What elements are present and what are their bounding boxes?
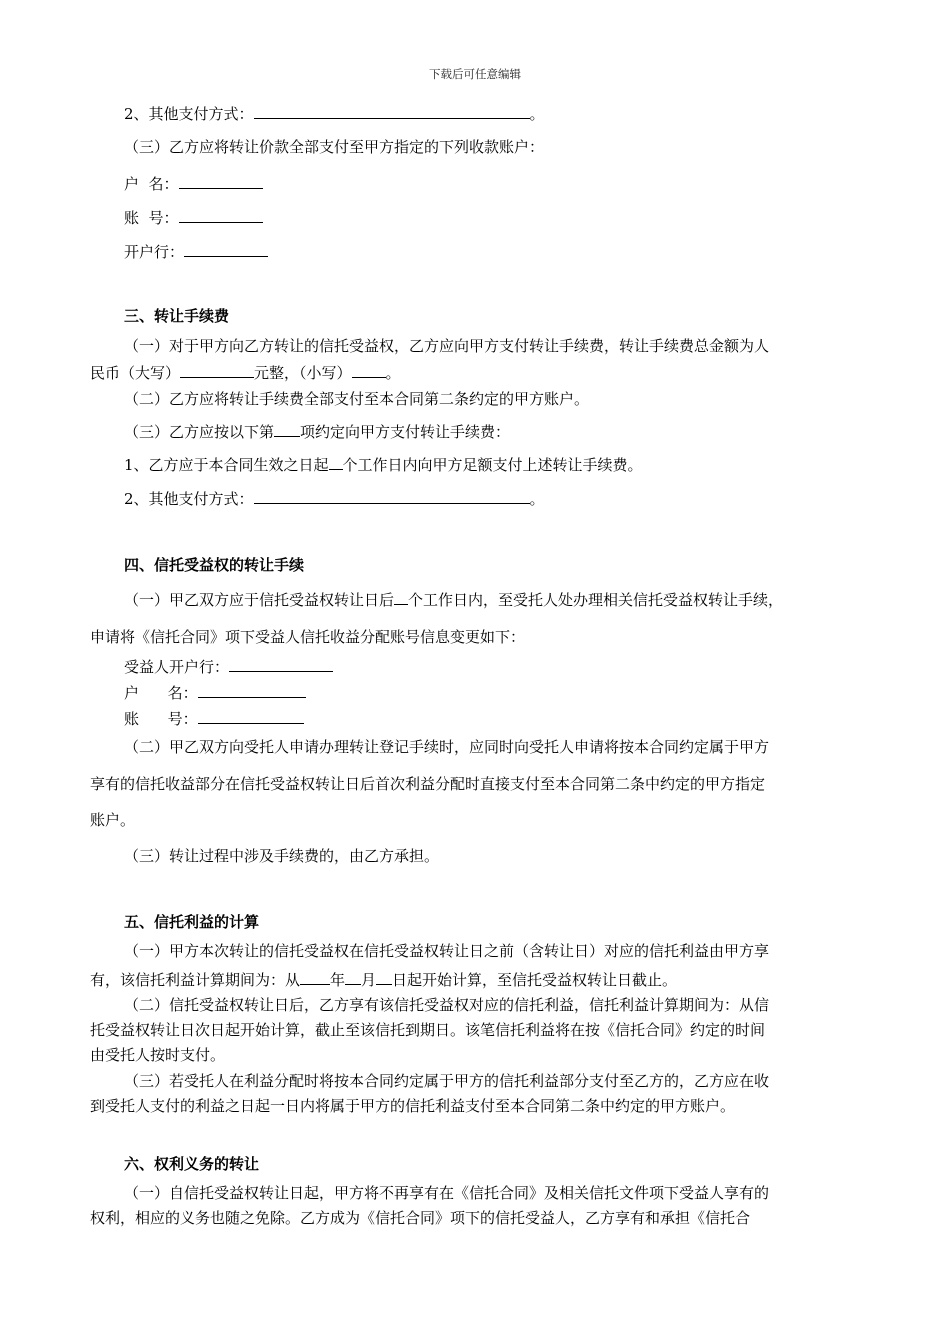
- account-number-line: [124, 206, 263, 228]
- bank-blank[interactable]: [184, 240, 268, 257]
- fee-lowercase-blank[interactable]: [352, 361, 386, 378]
- sec4-clause-2-line-2: 享有的信托收益部分在信托受益权转让日后首次利益分配时直接支付至本合同第二条中约定的甲方指定: [90, 775, 766, 793]
- sec3-pay-1: 1、乙方应于本合同生效之日起 个工作日内向甲方足额支付上述转让手续费。: [124, 453, 643, 475]
- sec5-clause-2-line-2: 托受益权转让日次日起开始计算，截止至该信托到期日。该笔信托利益将在按《信托合同》约定的时间: [90, 1021, 766, 1039]
- sec4-clause-1-line-1: （一）甲乙双方应于信托受益权转让日后 个工作日内，至受托人处办理相关信托受益权转让手续，: [124, 588, 783, 610]
- sec3-pay-2: 2、其他支付方式： 。: [124, 487, 545, 509]
- start-day-blank[interactable]: [376, 968, 392, 985]
- account-name-line: [124, 172, 263, 194]
- sec5-clause-1-line-2: 有，该信托利益计算期间为：从 年 月 日起开始计算，至信托受益权转让日截止。: [90, 968, 677, 990]
- pay-method-2-blank[interactable]: [254, 102, 530, 119]
- workday-blank[interactable]: [329, 453, 343, 470]
- account-number-blank[interactable]: [179, 206, 263, 223]
- sec2-clause-3: （三）乙方应将转让价款全部支付至甲方指定的下列收款账户：: [124, 138, 545, 156]
- start-year-blank[interactable]: [300, 968, 330, 985]
- section-6-title: 六、权利义务的转让: [124, 1155, 260, 1173]
- sec3-clause-1-line-2: 民币（大写） 元整，（小写） 。: [90, 361, 401, 383]
- account-name-blank[interactable]: [179, 172, 263, 189]
- bank-line: [124, 240, 268, 262]
- sec4-clause-2-line-3: 账户。: [90, 811, 136, 829]
- beneficiary-bank-blank[interactable]: [229, 655, 333, 672]
- sec3-clause-1-line-1: （一）对于甲方向乙方转让的信托受益权，乙方应向甲方支付转让手续费，转让手续费总金额为人: [124, 337, 770, 355]
- sec5-clause-2-line-3: 由受托人按时支付。: [90, 1046, 226, 1064]
- account-number-label: 账 号：: [124, 209, 179, 227]
- pay-method-2-label: 2、其他支付方式：: [124, 105, 254, 123]
- section-5-title: 五、信托利益的计算: [124, 913, 260, 931]
- beneficiary-account-blank[interactable]: [198, 707, 304, 724]
- payment-option-blank[interactable]: [274, 420, 300, 437]
- beneficiary-bank-line: 受益人开户行：: [124, 655, 333, 677]
- transfer-workday-blank[interactable]: [394, 588, 408, 605]
- sec6-clause-1-line-1: （一）自信托受益权转让日起，甲方将不再享有在《信托合同》及相关信托文件项下受益人享有的: [124, 1184, 770, 1202]
- sec6-clause-1-line-2: 权利，相应的义务也随之免除。乙方成为《信托合同》项下的信托受益人，乙方享有和承担《信托合: [90, 1209, 751, 1227]
- sec3-clause-3: （三）乙方应按以下第 项约定向甲方支付转让手续费：: [124, 420, 510, 442]
- sec4-clause-2-line-1: （二）甲乙双方向受托人申请办理转让登记手续时，应同时向受托人申请将按本合同约定属于甲方: [124, 738, 770, 756]
- beneficiary-account-line: 账 号：: [124, 707, 304, 729]
- pay-method-2-line: 2、其他支付方式： 。: [124, 102, 545, 124]
- sec5-clause-2-line-1: （二）信托受益权转让日后，乙方享有该信托受益权对应的信托利益，信托利益计算期间为：从信: [124, 996, 770, 1014]
- sec5-clause-1-line-1: （一）甲方本次转让的信托受益权在信托受益权转让日之前（含转让日）对应的信托利益由甲方享: [124, 942, 770, 960]
- section-4-title: 四、信托受益权的转让手续: [124, 556, 305, 574]
- section-3-title: 三、转让手续费: [124, 307, 230, 325]
- sec3-pay-2-blank[interactable]: [254, 487, 530, 504]
- beneficiary-name-blank[interactable]: [198, 681, 306, 698]
- page-header: 下载后可任意编辑: [429, 67, 521, 81]
- sec3-clause-2: （二）乙方应将转让手续费全部支付至本合同第二条约定的甲方账户。: [124, 390, 590, 408]
- sec4-clause-3: （三）转让过程中涉及手续费的，由乙方承担。: [124, 847, 440, 865]
- beneficiary-name-line: 户 名：: [124, 681, 306, 703]
- fee-uppercase-blank[interactable]: [180, 361, 254, 378]
- start-month-blank[interactable]: [345, 968, 361, 985]
- sec4-clause-1-line-2: 申请将《信托合同》项下受益人信托收益分配账号信息变更如下：: [90, 628, 526, 646]
- sec5-clause-3-line-1: （三）若受托人在利益分配时将按本合同约定属于甲方的信托利益部分支付至乙方的，乙方应在收: [124, 1072, 770, 1090]
- bank-label: 开户行：: [124, 243, 185, 261]
- account-name-label: 户 名：: [124, 175, 179, 193]
- sec5-clause-3-line-2: 到受托人支付的利益之日起一日内将属于甲方的信托利益支付至本合同第二条中约定的甲方账户。: [90, 1097, 736, 1115]
